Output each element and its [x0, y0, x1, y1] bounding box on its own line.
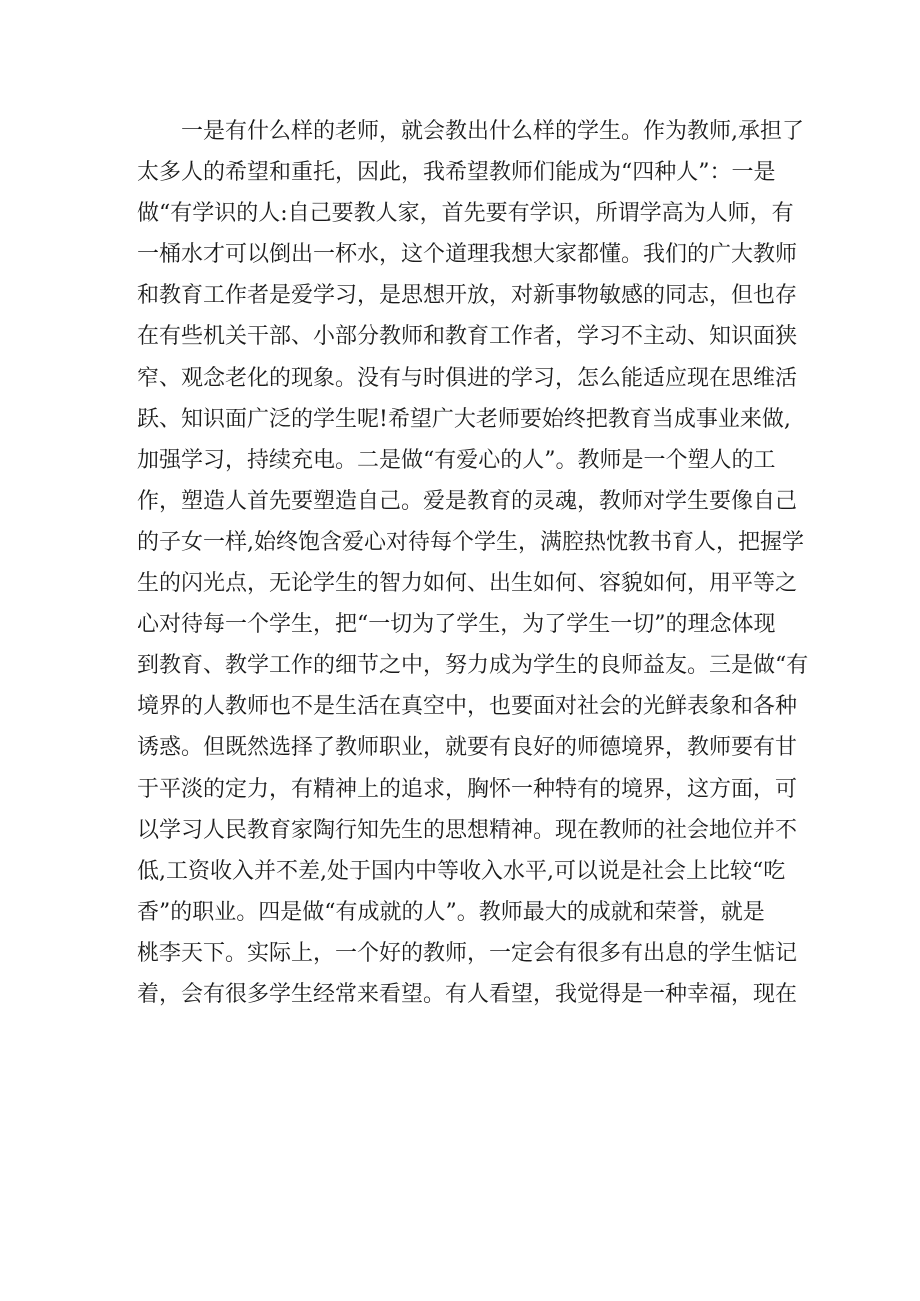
- text-line-2: 太多人的希望和重托，因此，我希望教师们能成为“四种人”：一是: [137, 160, 776, 186]
- text-line-8: 跃、知识面广泛的学生呢!希望广大老师要始终把教育当成事业来做,: [137, 406, 791, 432]
- text-line-19: 低,工资收入并不差,处于国内中等收入水平,可以说是社会上比较“吃: [137, 858, 786, 884]
- text-line-14: 到教育、教学工作的细节之中，努力成为学生的良师益友。三是做“有: [137, 653, 809, 679]
- text-line-16: 诱惑。但既然选择了教师职业，就要有良好的师德境界，教师要有甘: [137, 735, 798, 761]
- text-line-6: 在有些机关干部、小部分教师和教育工作者，学习不主动、知识面狭: [137, 324, 798, 350]
- text-line-15: 境界的人教师也不是生活在真空中，也要面对社会的光鲜表象和各种: [137, 694, 798, 720]
- text-line-12: 生的闪光点，无论学生的智力如何、出生如何、容貌如何，用平等之: [137, 571, 798, 597]
- text-line-21: 桃李天下。实际上，一个好的教师，一定会有很多有出息的学生惦记: [137, 940, 798, 966]
- text-line-10: 作，塑造人首先要塑造自己。爱是教育的灵魂，教师对学生要像自己: [137, 488, 798, 514]
- text-line-5: 和教育工作者是爱学习，是思想开放，对新事物敏感的同志，但也存: [137, 283, 798, 309]
- text-line-11: 的子女一样,始终饱含爱心对待每个学生，满腔热忱教书育人，把握学: [137, 529, 804, 555]
- text-line-3: 做“有学识的人:自己要教人家，首先要有学识，所谓学高为人师，有: [137, 201, 794, 227]
- text-line-9: 加强学习，持续充电。二是做“有爱心的人”。教师是一个塑人的工: [137, 447, 776, 473]
- text-line-7: 窄、观念老化的现象。没有与时俱进的学习，怎么能适应现在思维活: [137, 365, 798, 391]
- text-line-4: 一桶水才可以倒出一杯水，这个道理我想大家都懂。我们的广大教师: [137, 242, 798, 268]
- text-line-22: 着，会有很多学生经常来看望。有人看望，我觉得是一种幸福，现在: [137, 981, 798, 1007]
- text-line-13: 心对待每一个学生，把“一切为了学生，为了学生一切”的理念体现: [137, 612, 776, 638]
- body-paragraph: [137, 111, 809, 1015]
- text-line-17: 于平淡的定力，有精神上的追求，胸怀一种特有的境界，这方面，可: [137, 776, 798, 802]
- text-line-18: 以学习人民教育家陶行知先生的思想精神。现在教师的社会地位并不: [137, 817, 798, 843]
- text-line-1: 一是有什么样的老师，就会教出什么样的学生。作为教师,承担了: [181, 119, 804, 144]
- text-line-20: 香”的职业。四是做“有成就的人”。教师最大的成就和荣誉，就是: [137, 899, 765, 925]
